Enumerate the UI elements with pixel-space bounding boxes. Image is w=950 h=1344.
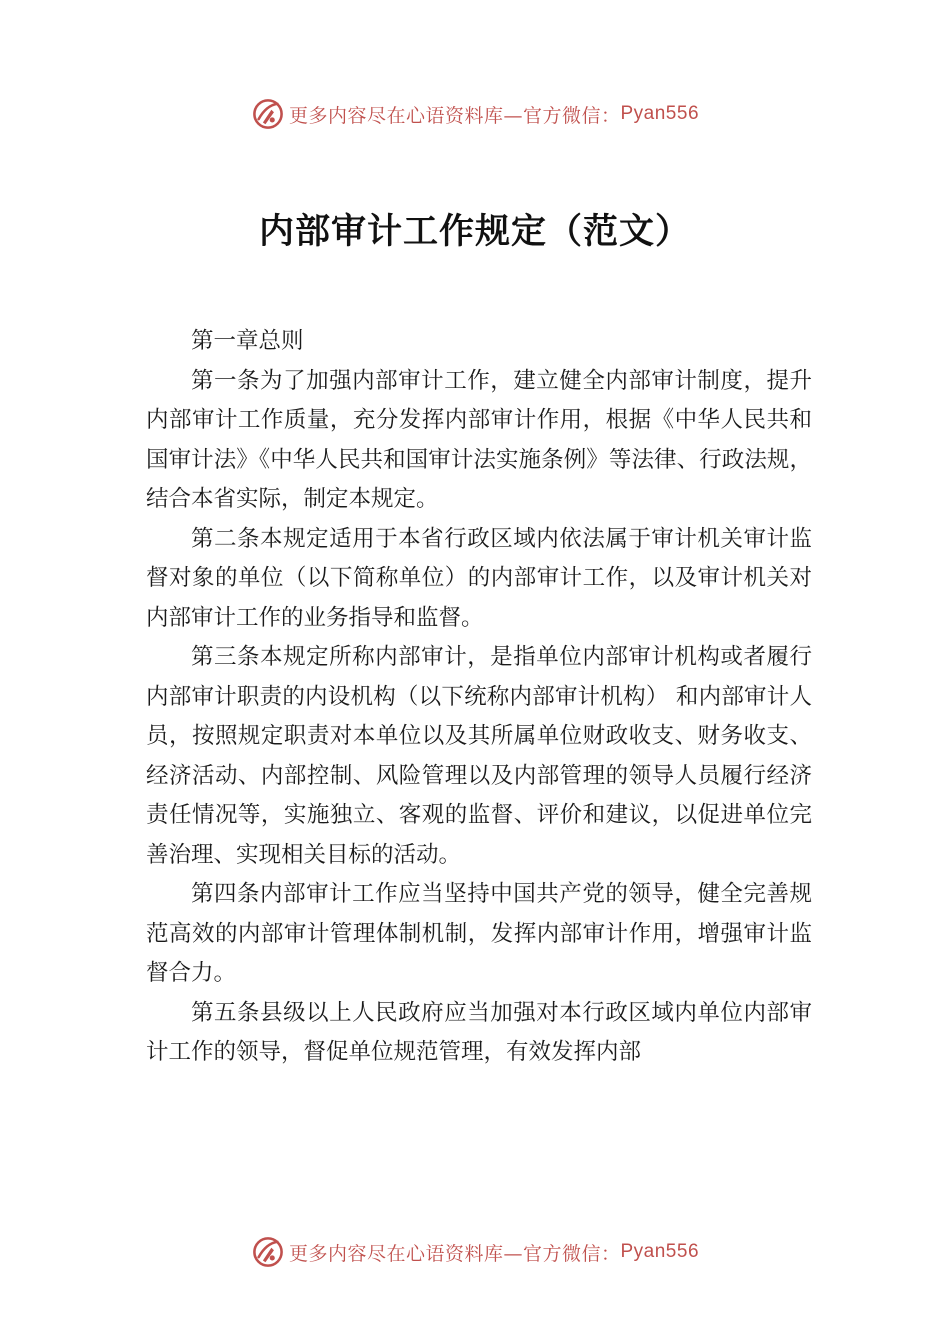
article-paragraph: 第一条为了加强内部审计工作，建立健全内部审计制度，提升内部审计工作质量，充分发挥内部审计作用，根据《中华人民共和国审计法》《中华人民共和国审计法实施条例》等法律、行政法规，结合本省实际，制定本规定。 xyxy=(146,367,812,512)
footer-banner xyxy=(0,1232,950,1272)
wechat-account: Pyan556 xyxy=(620,1241,700,1262)
article-paragraph: 第二条本规定适用于本省行政区域内依法属于审计机关审计监督对象的单位（以下简称单位）的内部审计工作，以及审计机关对内部审计工作的业务指导和监督。 xyxy=(146,525,812,631)
document-title: 内部审计工作规定（范文） xyxy=(258,211,691,252)
banner-text: 更多内容尽在心语资料库—官方微信： xyxy=(288,1242,621,1265)
header-banner xyxy=(0,94,950,134)
red-seal-pen-icon xyxy=(251,97,285,131)
banner-text: 更多内容尽在心语资料库—官方微信： xyxy=(288,104,621,127)
document-body xyxy=(146,322,812,1073)
red-seal-pen-icon xyxy=(251,1235,285,1269)
chapter-heading: 第一章总则 xyxy=(191,328,304,354)
article-paragraph: 第四条内部审计工作应当坚持中国共产党的领导，健全完善规范高效的内部审计管理体制机制，发挥内部审计作用，增强审计监督合力。 xyxy=(146,881,812,986)
article-paragraph: 第三条本规定所称内部审计，是指单位内部审计机构或者履行内部审计职责的内设机构（以下统称内部审计机构） 和内部审计人员，按照规定职责对本单位以及其所属单位财政收支、财务收支、经济活动、内部控制、风险管理以及内部管理的领导人员履行经济责任情况等，实施独立、客观的监督、评价和建议，以促进单位完善治理、实现相关目标的活动。 xyxy=(146,644,812,868)
article-paragraph: 第五条县级以上人民政府应当加强对本行政区域内单位内部审计工作的领导，督促单位规范管理，有效发挥内部 xyxy=(146,999,812,1065)
wechat-account: Pyan556 xyxy=(620,103,700,124)
